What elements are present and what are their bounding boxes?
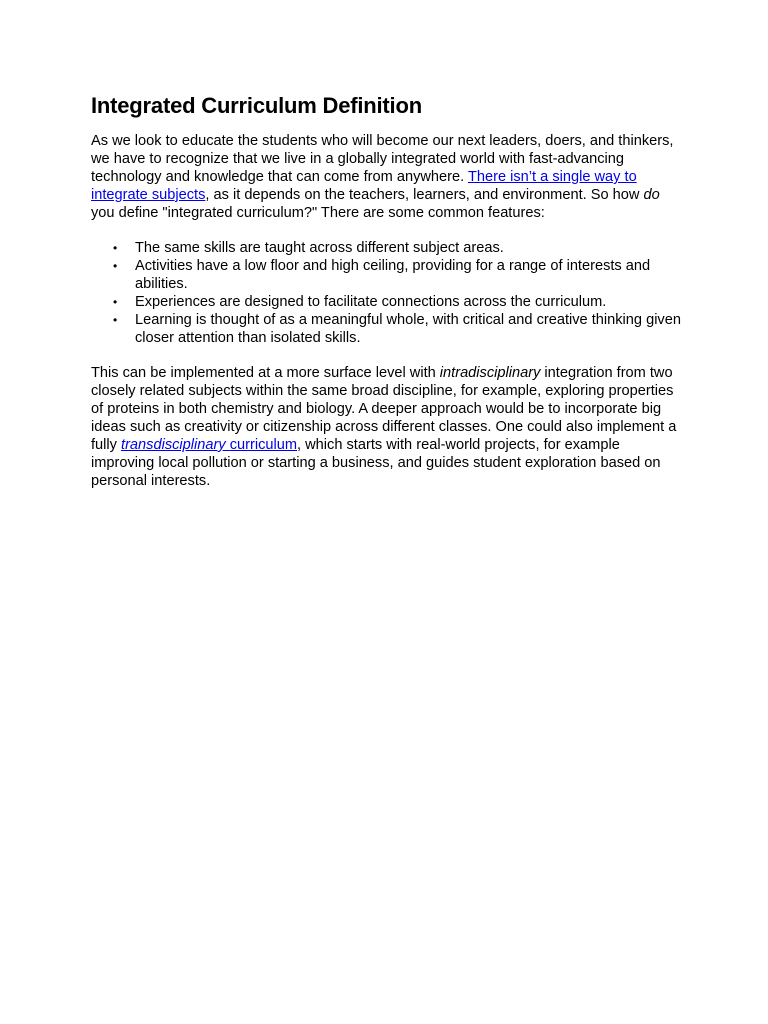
intro-paragraph (91, 132, 681, 222)
list-item (113, 257, 681, 293)
intro-text-2: , as it depends on the teachers, learners, and environment. So how (205, 187, 644, 203)
transdisciplinary-link[interactable] (121, 437, 230, 453)
list-item-text: Experiences are designed to facilitate connections across the curriculum. (135, 294, 607, 310)
approach-text-1: This can be implemented at a more surface level with (91, 365, 440, 381)
intro-emphasis: do (643, 187, 660, 203)
curriculum-link[interactable]: curriculum (229, 437, 298, 453)
intro-text-3: you define "integrated curriculum?" There are some common features: (91, 205, 545, 221)
bullet-icon: • (113, 313, 118, 327)
approach-emphasis: intradisciplinary (439, 365, 541, 381)
approach-text-3: , which starts with real-world projects, for example improving local pollution or starting a business, and guides student exploration based on personal interests. (91, 437, 661, 489)
bullet-icon: • (113, 295, 118, 309)
integrate-subjects-link[interactable]: There isn’t a single way to integrate subjects (91, 169, 637, 203)
list-item-text: Learning is thought of as a meaningful whole, with critical and creative thinking given closer attention than isolated skills. (135, 312, 681, 346)
intro-text-1: As we look to educate the students who will become our next leaders, doers, and thinkers, we have to recognize that we live in a globally integrated world with fast-advancing technology and knowledge that can come from anywhere. (91, 133, 674, 185)
list-item (113, 293, 681, 311)
document-page (91, 92, 681, 490)
transdisciplinary-link-emphasis: transdisciplinary (121, 437, 230, 453)
list-item (113, 311, 681, 347)
approach-paragraph (91, 364, 681, 490)
list-item (113, 239, 681, 257)
approach-text-2: integration from two closely related subjects within the same broad discipline, for example, exploring properties of proteins in both chemistry and biology. A deeper approach would be to incorporate big ideas such as creativity or citizenship across different classes. One could also implement a fully (91, 365, 677, 453)
list-item-text: Activities have a low floor and high ceiling, providing for a range of interests and abilities. (135, 258, 651, 292)
page-title: Integrated Curriculum Definition (91, 93, 422, 118)
bullet-icon: • (113, 259, 118, 273)
bullet-icon: • (113, 241, 118, 255)
features-list (91, 239, 681, 347)
list-item-text: The same skills are taught across different subject areas. (135, 240, 504, 256)
